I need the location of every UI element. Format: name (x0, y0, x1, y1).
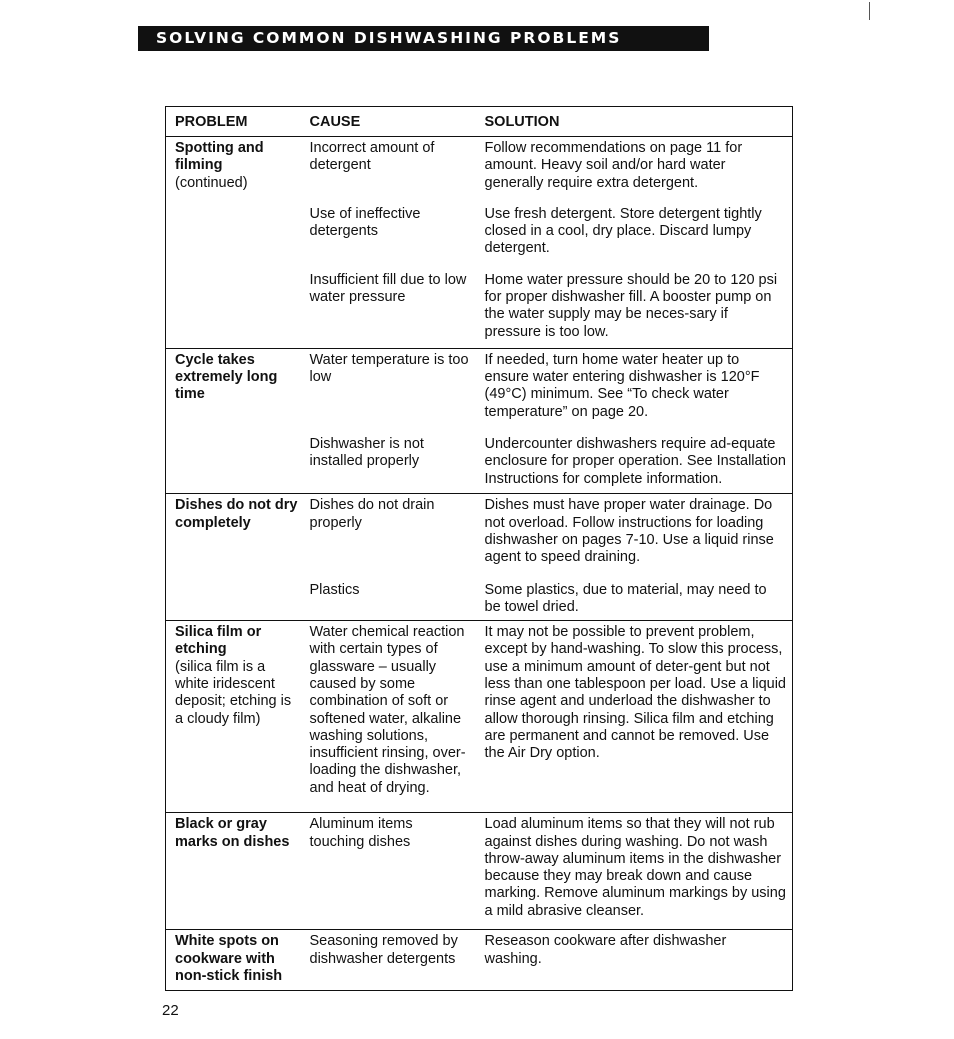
problem-cell (166, 348, 302, 427)
table-row (166, 263, 793, 348)
solution-cell: Reseason cookware after dishwasher washing. (484, 933, 727, 967)
problem-cell (166, 263, 302, 348)
solution-cell: Dishes must have proper water drainage. Do not overload. Follow instructions for loading dishwasher on pages 7-10. Use a liquid rinse agent to speed draining. (484, 497, 774, 566)
table-row (166, 427, 793, 494)
cause-cell: Insufficient fill due to low water pressure (302, 263, 475, 348)
cause-cell: Use of ineffective detergents (309, 205, 421, 239)
table-row (166, 494, 793, 573)
scan-edge-mark (869, 2, 870, 20)
table-row (166, 930, 793, 991)
table-row (166, 621, 793, 813)
problem-note: (silica film is a white iridescent deposit; etching is a cloudy film) (175, 658, 292, 727)
problem-title: White spots on cookware with non-stick finish (175, 933, 283, 984)
solution-cell: If needed, turn home water heater up to ensure water entering dishwasher is 120°F (49°C) minimum. See “To check water temperature” on page 20. (484, 351, 760, 420)
table-row (166, 813, 793, 930)
cause-cell: Aluminum items touching dishes (302, 813, 475, 930)
solution-cell: Use fresh detergent. Store detergent tightly closed in a cool, dry place. Discard lumpy detergent. (484, 205, 762, 257)
solution-cell: Some plastics, due to material, may need to be towel dried. (475, 573, 793, 621)
table-header-row (166, 107, 793, 137)
problem-cell (166, 930, 302, 991)
problem-cell (166, 494, 302, 573)
cause-cell: Dishwasher is not installed properly (302, 427, 475, 494)
cause-cell: Dishes do not drain properly (309, 497, 435, 531)
table-row (166, 573, 793, 621)
problem-cell (166, 813, 302, 930)
problem-note: (continued) (175, 174, 248, 191)
solution-cell: Undercounter dishwashers require ad-equate enclosure for proper operation. See Installation Instructions for complete information. (475, 427, 793, 494)
column-header-solution: SOLUTION (475, 107, 793, 137)
solution-cell: It may not be possible to prevent problem, except by hand-washing. To slow this process, use a minimum amount of deter-gent but not less than one tablespoon per load. Use a liquid rinse agent and underload the dishwasher to allow thorough rinsing. Silica film and etching are permanent and cannot be removed. Use the Air Dry option. (475, 621, 793, 813)
problem-cell (166, 197, 302, 263)
problem-cell (166, 137, 302, 197)
cause-cell: Seasoning removed by dishwasher detergents (309, 933, 458, 967)
column-header-cause: CAUSE (302, 107, 475, 137)
problem-title: Black or gray marks on dishes (175, 816, 290, 850)
page-number: 22 (162, 1002, 179, 1019)
problem-title: Dishes do not dry completely (175, 497, 298, 531)
table-row (166, 197, 793, 263)
solution-cell: Home water pressure should be 20 to 120 psi for proper dishwasher fill. A booster pump on the water supply may be neces-sary if pressure is too low. (475, 263, 793, 348)
table-row (166, 348, 793, 427)
cause-cell: Water temperature is too low (309, 351, 469, 385)
table-row (166, 137, 793, 197)
troubleshooting-table (165, 106, 793, 991)
solution-cell: Follow recommendations on page 11 for amount. Heavy soil and/or hard water generally require extra detergent. (484, 140, 743, 191)
problem-cell (166, 573, 302, 621)
problem-title: Cycle takes extremely long time (175, 351, 278, 403)
page-title-banner: SOLVING COMMON DISHWASHING PROBLEMS (138, 26, 709, 51)
cause-cell: Water chemical reaction with certain types of glassware – usually caused by some combination of soft or softened water, alkaline washing solutions, insufficient rinsing, over-loading the dishwasher, and heat of drying. (302, 621, 475, 813)
problem-title: Spotting and filming (175, 140, 264, 174)
column-header-problem: PROBLEM (166, 107, 302, 137)
cause-cell: Incorrect amount of detergent (309, 140, 435, 174)
cause-cell: Plastics (302, 573, 475, 621)
problem-cell (166, 427, 302, 494)
problem-cell (166, 621, 302, 813)
problem-title: Silica film or etching (175, 624, 262, 658)
solution-cell: Load aluminum items so that they will not rub against dishes during washing. Do not wash throw-away aluminum items in the dishwasher because they may break down and cause marking. Remove aluminum markings by using a mild abrasive cleanser. (475, 813, 793, 930)
